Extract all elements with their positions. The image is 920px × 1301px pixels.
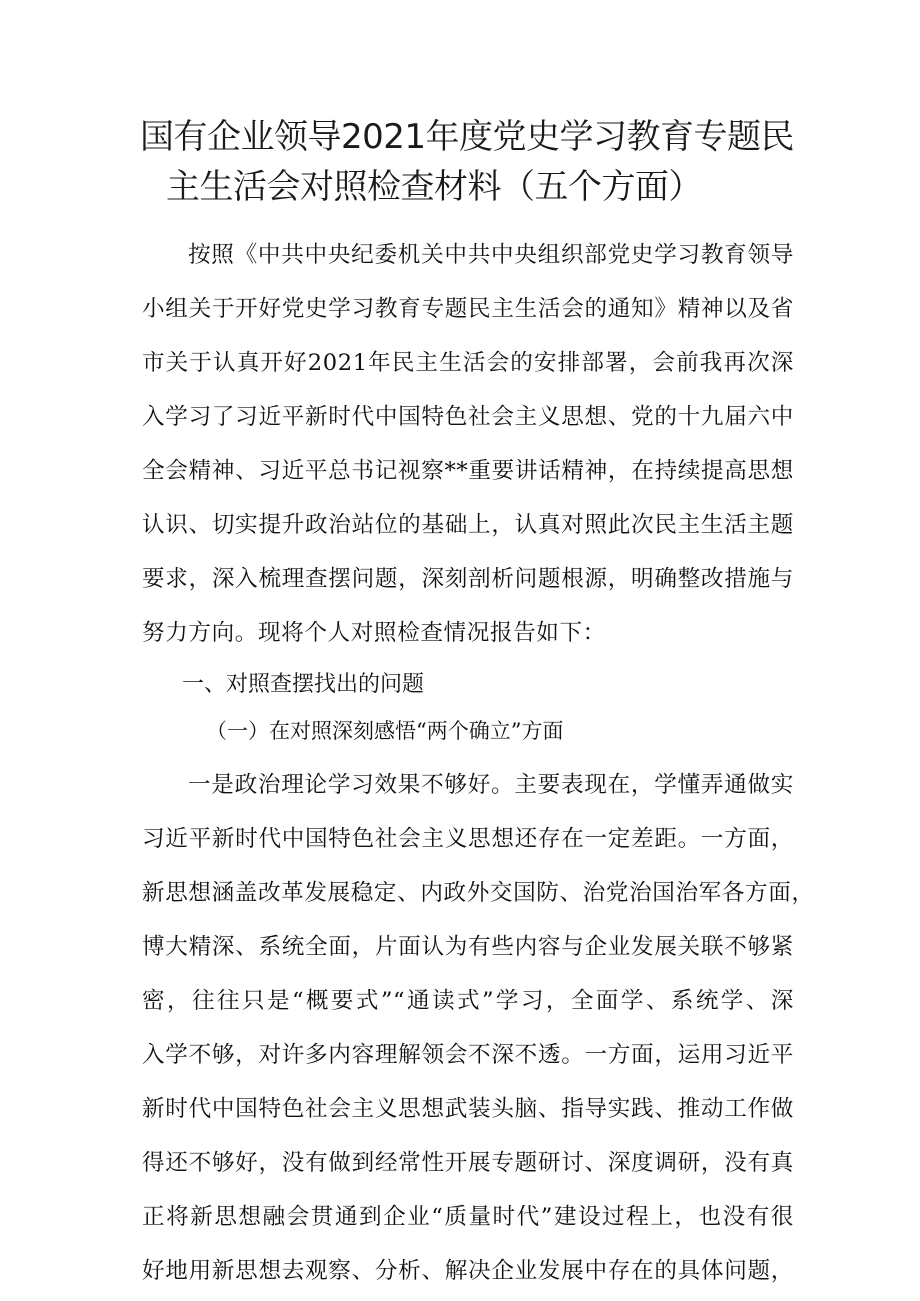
intro-line: 全会精神、习近平总书记视察**重要讲话精神，在持续提高思想 <box>142 458 794 484</box>
paragraph-line: 新时代中国特色社会主义思想武装头脑、指导实践、推动工作做 <box>142 1096 794 1122</box>
document-title <box>140 112 800 212</box>
title-line-1: 国有企业领导2021年度党史学习教育专题民 <box>140 117 795 157</box>
paragraph-line: 习近平新时代中国特色社会主义思想还存在一定差距。一方面， <box>142 826 794 852</box>
intro-line: 市关于认真开好2021年民主生活会的安排部署，会前我再次深 <box>142 350 794 376</box>
intro-line: 努力方向。现将个人对照检查情况报告如下： <box>142 620 606 646</box>
intro-paragraph <box>142 228 794 660</box>
paragraph-line: 一是政治理论学习效果不够好。主要表现在，学懂弄通做实 <box>188 772 794 798</box>
title-line-2: 主生活会对照检查材料（五个方面） <box>166 167 702 207</box>
subsection-heading: （一）在对照深刻感悟“两个确立”方面 <box>206 719 564 743</box>
paragraph-line: 入学不够，对许多内容理解领会不深不透。一方面，运用习近平 <box>142 1042 794 1068</box>
intro-line: 入学习了习近平新时代中国特色社会主义思想、党的十九届六中 <box>142 404 794 430</box>
paragraph-line: 博大精深、系统全面，片面认为有些内容与企业发展关联不够紧 <box>142 934 794 960</box>
paragraph-line: 得还不够好，没有做到经常性开展专题研讨、深度调研，没有真 <box>142 1150 794 1176</box>
paragraph-line: 好地用新思想去观察、分析、解决企业发展中存在的具体问题， <box>142 1258 794 1284</box>
intro-line: 要求，深入梳理查摆问题，深刻剖析问题根源，明确整改措施与 <box>142 566 794 592</box>
problem-paragraph <box>142 758 815 1298</box>
intro-line: 小组关于开好党史学习教育专题民主生活会的通知》精神以及省 <box>142 296 794 322</box>
intro-line: 按照《中共中央纪委机关中共中央组织部党史学习教育领导 <box>188 242 794 268</box>
paragraph-line: 密，往往只是“概要式”“通读式”学习，全面学、系统学、深 <box>142 988 794 1014</box>
paragraph-line: 正将新思想融会贯通到企业“质量时代”建设过程上，也没有很 <box>142 1204 794 1230</box>
document-body <box>142 228 815 1298</box>
section-heading: 一、对照查摆找出的问题 <box>182 672 425 697</box>
paragraph-line: 新思想涵盖改革发展稳定、内政外交国防、治党治国治军各方面， <box>142 880 815 906</box>
intro-line: 认识、切实提升政治站位的基础上，认真对照此次民主生活主题 <box>142 512 794 538</box>
